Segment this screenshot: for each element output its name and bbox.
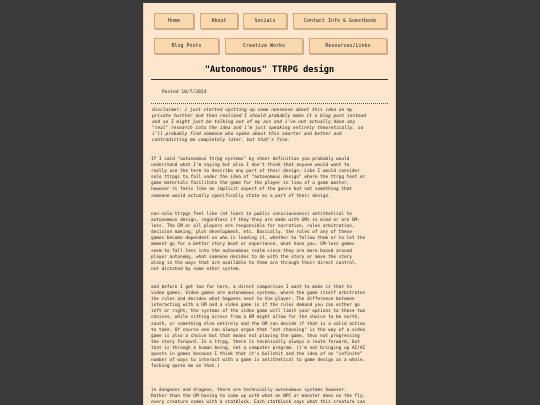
nav-socials-button[interactable]: Socials	[243, 13, 287, 29]
post-paragraph: non-solo ttrpgs feel like (at least in public consciousness) antithetical to autonomous design, regardless if they they are made with GMs in mind or are GM- less. The GM or all players are responsible for narration, rules arbitration, decision making, plot development, etc. Basically, the rules of any of these games become dependent on who is leading it, whether to follow them or to let the moment go for a better story beat or experience, what have you. GM-less games seem to fall less into the autonomous realm since they are more based around player autonomy, what someone decides to do with the story or move the story along in the ways that are available to them are through their direct control, not dictated by some other system.	[151, 212, 366, 272]
post-date: Posted 10/7/2024	[162, 90, 207, 95]
post-paragraph: If I said "autonomous ttrpg systems" by sheer definition you probably would understand what I'm saying but also I don't think that anyone would want to really use the term to describe any part of their design. Like I would consider solo ttrpgs to fall under the idea of "autonomous design" where the ttrpg text or game materials facilitate the game for the player in lieu of a game master, however it feels like an implicit aspect of the genre but not something that someone would actually specifically state as a part of their design.	[151, 157, 366, 199]
blog-page	[143, 3, 396, 405]
nav-creative-button[interactable]: Creative Works	[225, 38, 303, 54]
title-divider	[151, 79, 388, 80]
post-disclaimer: disclaimer: i just started spitting up some nonsense about this idea on my private twitter and then realized I should probably make it a blog post instead and so I might just be talking out of my ass and i've not actually done any "real" research into the idea and i'm just speaking entirely theoretically. so i'll probably find someone who spoke about this smarter and better and contradicting me completely later. but that's fine.	[152, 108, 367, 144]
nav-blog-button[interactable]: Blog Posts	[154, 38, 219, 54]
nav-about-button[interactable]: About	[200, 13, 238, 29]
post-title: "Autonomous" TTRPG design	[204, 65, 335, 75]
nav-resources-button[interactable]: Resources/Links	[309, 38, 387, 54]
post-paragraph: in dungeons and dragons, there are technically autonomous systems however. Rather than the GM having to come up with what an NPC or monster does on the fly, every creature comes with a statblock. Each statblock says what this creature can	[151, 388, 366, 405]
nav-contact-button[interactable]: Contact Info & Guestbook	[293, 13, 387, 29]
nav-home-button[interactable]: Home	[154, 13, 194, 29]
post-paragraph: and before I get too far here, a direct comparison I want to make is that to video games. Video games are autonomous systems, where the game itself arbitrates the rules and decides what happens next to the player. The difference between interacting with a GM and a video game is if the rules demand you can either go left or right, the systems of the video game will limit your options to these two choices, while sitting across from a GM might allow for the choice to be north, south, or something else entirely and the GM can decide if that is a valid action to take. Of course one can always argue that "not choosing" is the way of a video game is also a choice but that means not playing the game, thus not progressing the story forward. In a ttrpg, there is technically always a route forward, but that is through a human being, not a computer program. (i'm not bringing up AI/AI quests in games because I think that it's bullshit and the idea of an "infinite" number of ways to interact with a game is antithetical to game design as a whole. fucking quote me on that.)	[151, 285, 366, 370]
date-divider	[151, 103, 388, 104]
